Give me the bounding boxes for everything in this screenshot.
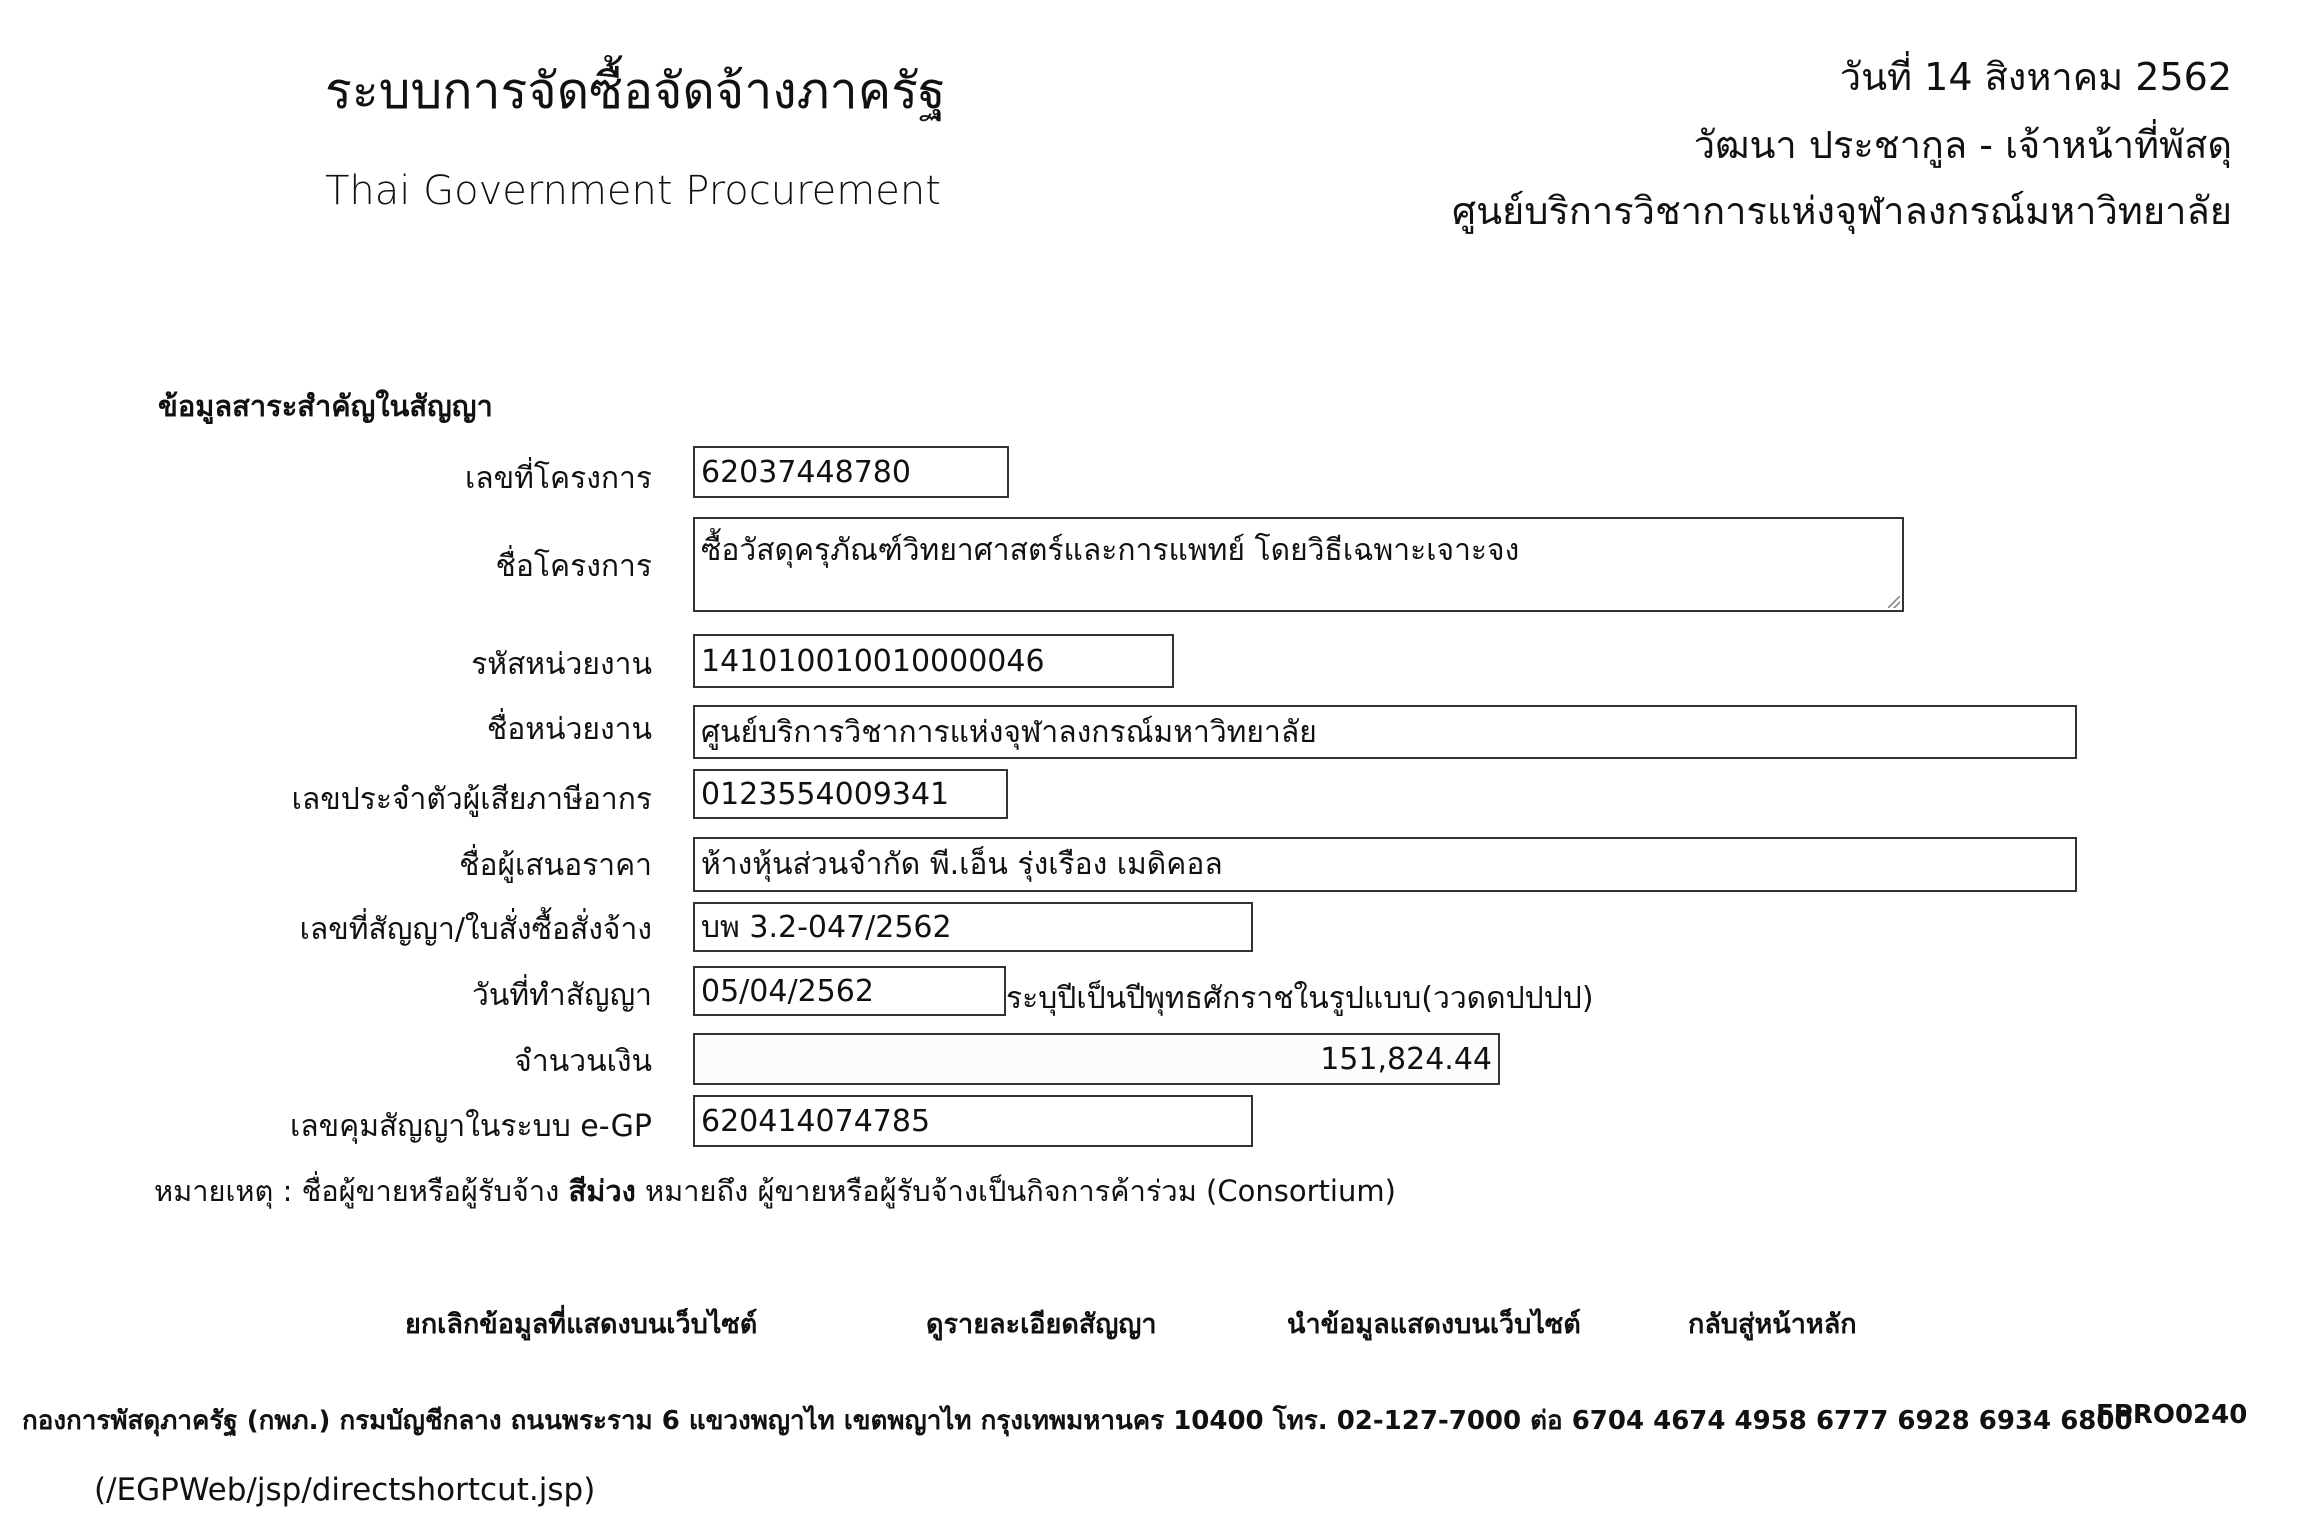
project-no-label: เลขที่โครงการ	[465, 461, 652, 496]
remark-suffix: หมายถึง ผู้ขายหรือผู้รับจ้างเป็นกิจการค้าร่วม (Consortium)	[635, 1174, 1396, 1208]
contract-no-label: เลขที่สัญญา/ใบสั่งซื้อสั่งจ้าง	[299, 912, 652, 947]
current-date: วันที่ 14 สิงหาคม 2562	[1839, 55, 2232, 99]
view-contract-link[interactable]: ดูรายละเอียดสัญญา	[926, 1309, 1157, 1340]
system-title-english: Thai Government Procurement	[325, 168, 941, 214]
section-title: ข้อมูลสาระสำคัญในสัญญา	[158, 389, 493, 423]
amount-label: จำนวนเงิน	[514, 1044, 652, 1079]
remark-highlight: สีม่วง	[568, 1174, 636, 1208]
page-path: (/EGPWeb/jsp/directshortcut.jsp)	[94, 1472, 596, 1508]
footer-address: กองการพัสดุภาครัฐ (กพภ.) กรมบัญชีกลาง ถนนพระราม 6 แขวงพญาไท เขตพญาไท กรุงเทพมหานคร 10400 โทร. 02-127-7000 ต่อ 6704 4674 4958 6777 6928 6934 6800	[22, 1406, 2133, 1436]
agency-code-field[interactable]: 141010010010000046	[693, 634, 1174, 688]
tax-id-field[interactable]: 0123554009341	[693, 769, 1008, 819]
bidder-name-field[interactable]: ห้างหุ้นส่วนจำกัด พี.เอ็น รุ่งเรือง เมดิคอล	[693, 837, 2077, 892]
cancel-display-link[interactable]: ยกเลิกข้อมูลที่แสดงบนเว็บไซต์	[405, 1309, 758, 1340]
contract-date-field[interactable]: 05/04/2562	[693, 966, 1006, 1016]
project-name-value: ซื้อวัสดุครุภัณฑ์วิทยาศาสตร์และการแพทย์ โดยวิธีเฉพาะเจาะจง	[701, 533, 1520, 568]
agency-name-field[interactable]: ศูนย์บริการวิชาการแห่งจุฬาลงกรณ์มหาวิทยาลัย	[693, 705, 2077, 759]
date-format-hint: ระบุปีเป็นปีพุทธศักราชในรูปแบบ(ววดดปปปป)	[1006, 981, 1594, 1016]
remark-prefix: หมายเหตุ : ชื่อผู้ขายหรือผู้รับจ้าง	[154, 1174, 569, 1208]
project-name-textarea[interactable]	[693, 517, 1904, 612]
screen-code: FPRO0240	[2096, 1400, 2248, 1430]
agency-code-label: รหัสหน่วยงาน	[471, 647, 652, 682]
user-organization: ศูนย์บริการวิชาการแห่งจุฬาลงกรณ์มหาวิทยาลัย	[1451, 189, 2232, 233]
resize-grip-icon[interactable]	[1888, 596, 1900, 608]
project-name-label: ชื่อโครงการ	[495, 549, 652, 584]
tax-id-label: เลขประจำตัวผู้เสียภาษีอากร	[291, 782, 652, 817]
user-name-role: วัฒนา ประชากูล - เจ้าหน้าที่พัสดุ	[1693, 123, 2232, 167]
agency-name-label: ชื่อหน่วยงาน	[486, 712, 652, 747]
amount-field[interactable]: 151,824.44	[693, 1033, 1500, 1085]
remark-note	[154, 1168, 1396, 1214]
home-link[interactable]: กลับสู่หน้าหลัก	[1688, 1309, 1857, 1340]
contract-date-label: วันที่ทำสัญญา	[471, 978, 652, 1013]
publish-link[interactable]: นำข้อมูลแสดงบนเว็บไซต์	[1287, 1309, 1581, 1340]
project-no-field[interactable]: 62037448780	[693, 446, 1009, 498]
egp-control-no-field[interactable]: 620414074785	[693, 1095, 1253, 1147]
system-title-thai: ระบบการจัดซื้อจัดจ้างภาครัฐ	[325, 62, 946, 120]
contract-no-field[interactable]: บพ 3.2-047/2562	[693, 902, 1253, 952]
bidder-name-label: ชื่อผู้เสนอราคา	[459, 848, 652, 883]
egp-control-no-label: เลขคุมสัญญาในระบบ e-GP	[290, 1109, 652, 1144]
